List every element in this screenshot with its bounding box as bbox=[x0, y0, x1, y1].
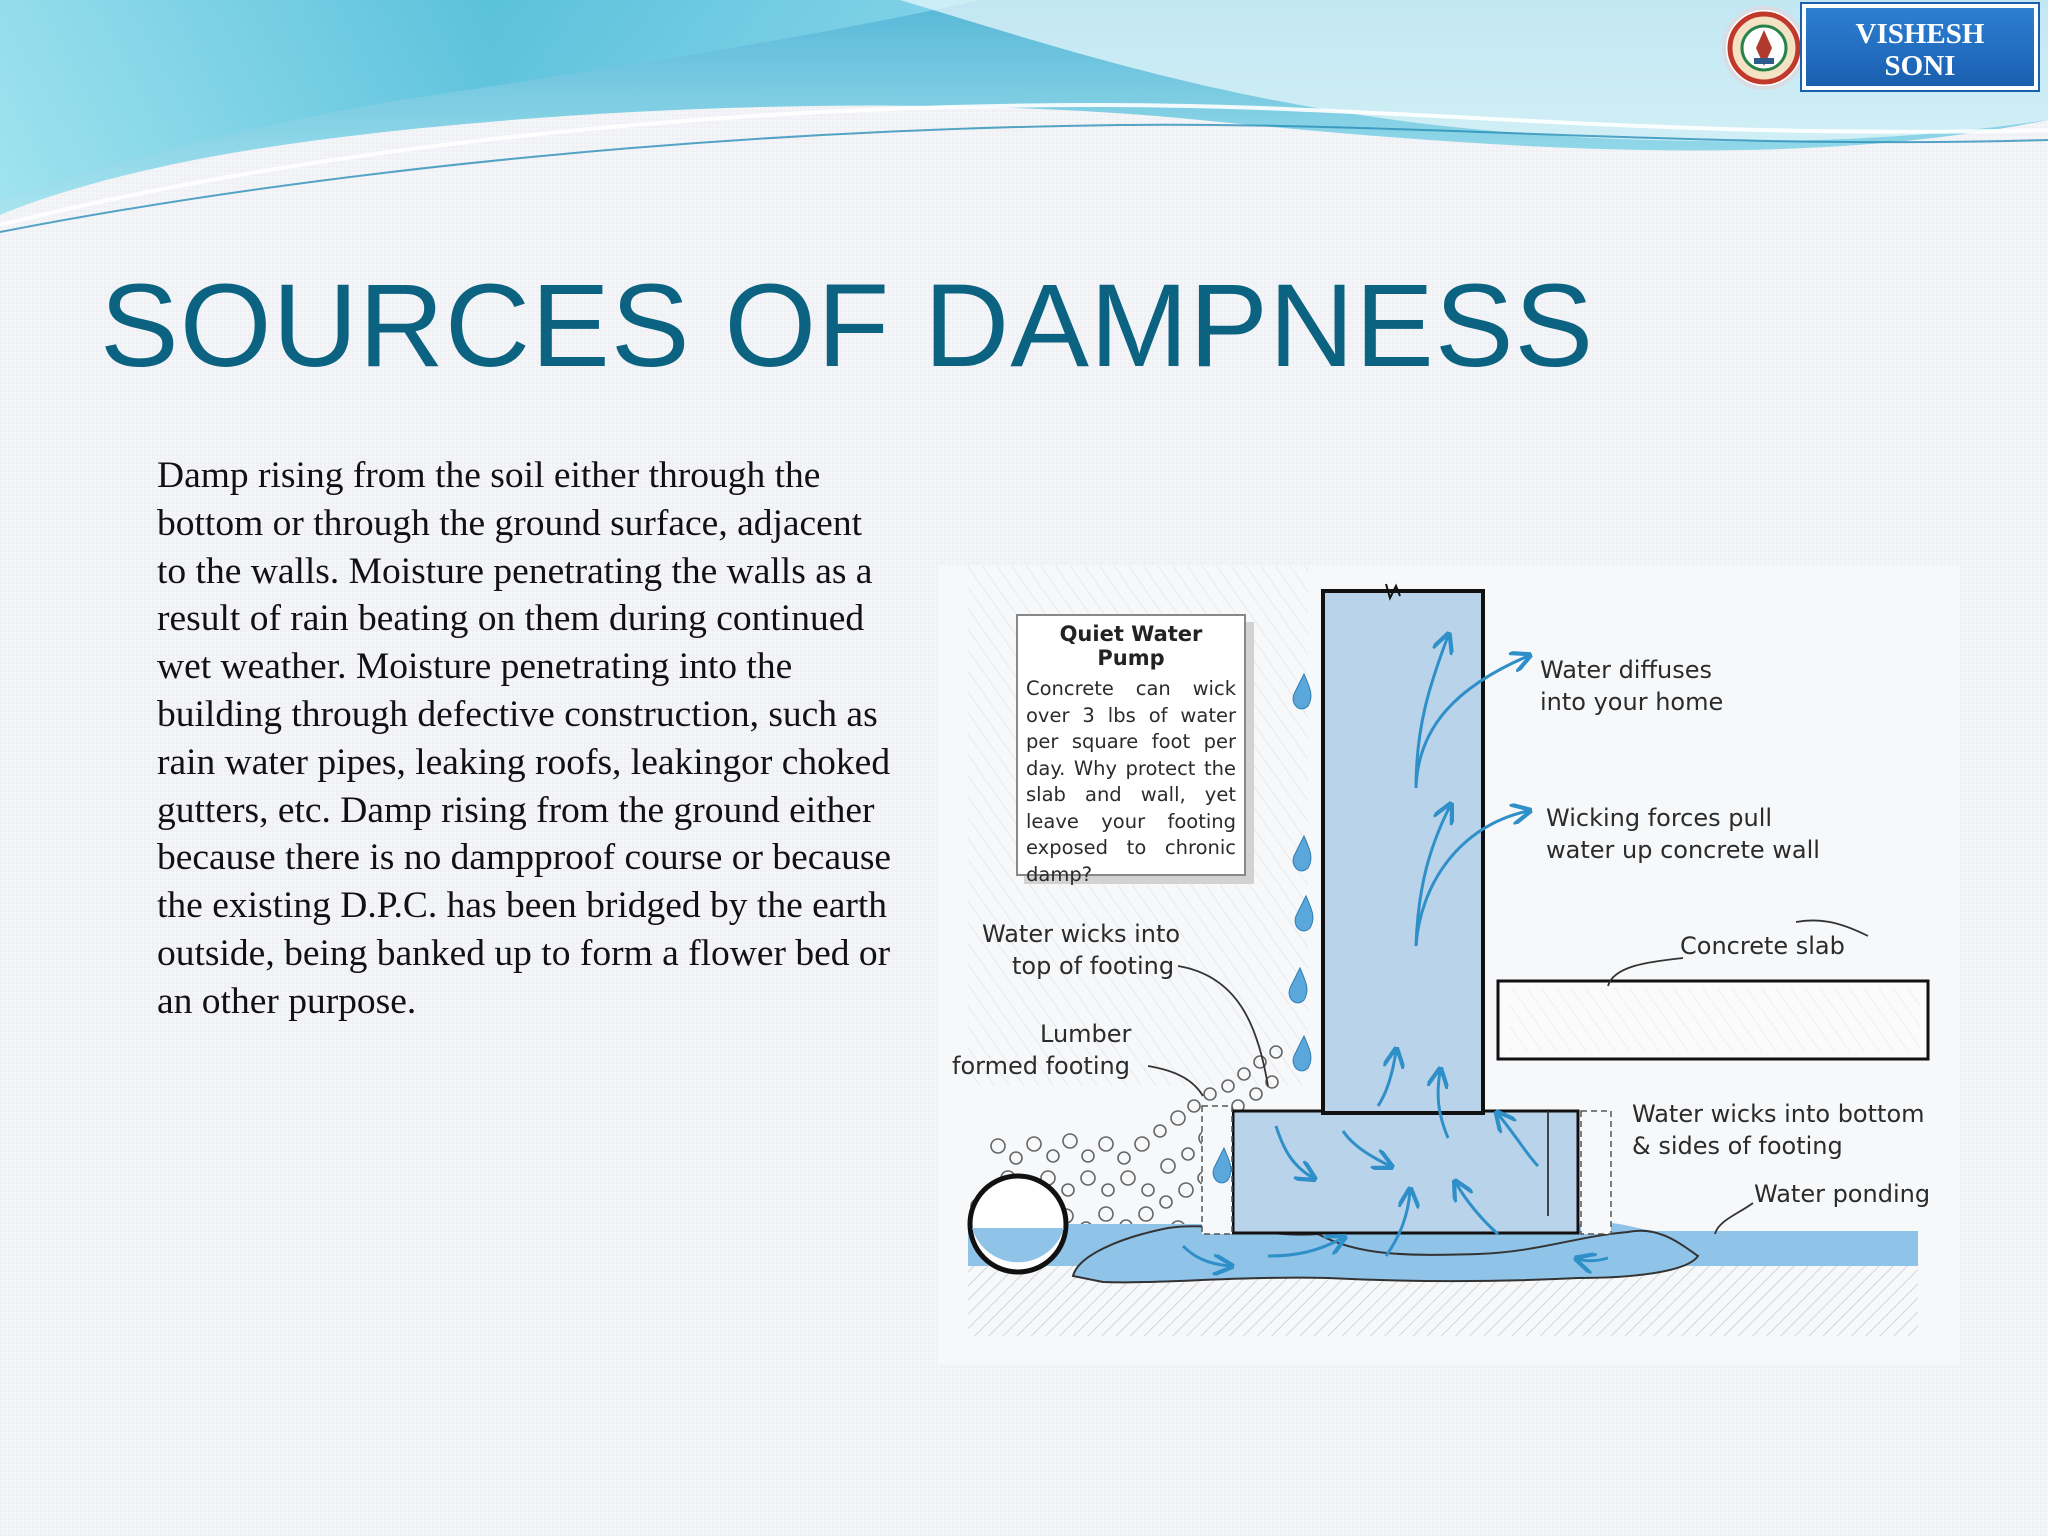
label-bottom-footing-2: & sides of footing bbox=[1632, 1132, 1843, 1160]
author-name-tag bbox=[1802, 4, 2038, 90]
label-wicking-1: Wicking forces pull bbox=[1546, 804, 1773, 832]
label-concrete-slab: Concrete slab bbox=[1680, 932, 1845, 960]
author-badge bbox=[1718, 0, 2038, 96]
callout-title: Quiet Water Pump bbox=[1059, 622, 1203, 670]
author-name-line-2: SONI bbox=[1884, 50, 1956, 82]
author-name-line-1: VISHESH bbox=[1855, 18, 1985, 50]
dampness-diagram bbox=[938, 566, 1960, 1364]
label-bottom-footing-1: Water wicks into bottom bbox=[1632, 1100, 1925, 1128]
label-top-footing-1: Water wicks into bbox=[982, 920, 1181, 948]
label-water-ponding: Water ponding bbox=[1754, 1180, 1931, 1208]
body-paragraph: Damp rising from the soil either through the bottom or through the ground surface, adjacent to the walls. Moisture penetrating the walls as a result of rain beating on them during continued wet weather. Moisture penetrating into the building through defective construction, such as rain water pipes, leaking roofs, leakingor choked gutters, etc. Damp rising from the ground either because there is no dampproof course or because the existing D.P.C. has been bridged by the earth outside, being banked up to form a flower bed or an other purpose. bbox=[157, 455, 892, 1022]
label-lumber-1: Lumber bbox=[1040, 1020, 1132, 1048]
label-wicking-2: water up concrete wall bbox=[1546, 836, 1820, 864]
callout-text: Concrete can wick over 3 lbs of water per square foot per day. Why protect the slab and wall, yet leave your footing exposed to chronic damp? bbox=[1026, 677, 1236, 886]
concrete-wall bbox=[1323, 591, 1483, 1113]
label-water-diffuses-2: into your home bbox=[1540, 688, 1724, 716]
slide-title: SOURCES OF DAMPNESS bbox=[100, 260, 1595, 392]
label-top-footing-2: top of footing bbox=[1012, 952, 1175, 980]
label-lumber-2: formed footing bbox=[952, 1052, 1130, 1080]
label-water-diffuses-1: Water diffuses bbox=[1540, 656, 1712, 684]
institution-emblem-icon bbox=[1722, 6, 1806, 90]
quiet-water-pump-callout bbox=[1016, 614, 1246, 886]
